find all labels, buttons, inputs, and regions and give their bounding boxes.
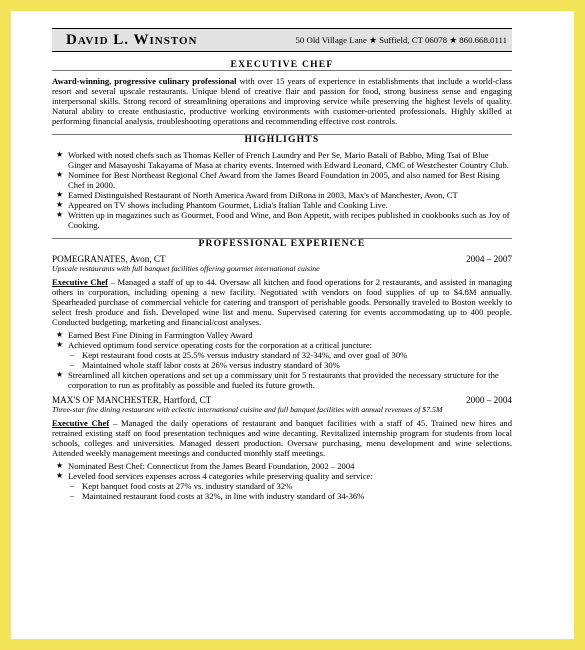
- section-executive-chef: [52, 60, 512, 71]
- star-bullet-icon: ★: [56, 340, 64, 349]
- section-divider: [52, 70, 512, 71]
- section-experience: [52, 238, 512, 249]
- list-item: ★ Nominee for Best Northeast Regional Chef Award from the James Beard Foundation in 2005, and also named for Best Rising Chef in 2000.: [56, 170, 500, 190]
- list-item: ★ Worked with noted chefs such as Thomas Keller of French Laundry and Per Se, Mario Batali of Babbo, Ming Tsai of Blue Ginger and Masayoshi Takayama of Masa at charity events. Interned with Edward Leonard, CMC of Westchester Country Club.: [56, 150, 509, 170]
- section-title: EXECUTIVE CHEF: [230, 59, 334, 70]
- section-title: HIGHLIGHTS: [244, 134, 320, 145]
- job-role: Executive Chef: [52, 277, 109, 287]
- star-bullet-icon: ★: [56, 170, 64, 179]
- employer: MAX'S OF MANCHESTER, Hartford, CT: [52, 395, 212, 405]
- job-dates: 2004 – 2007: [466, 254, 512, 264]
- dash-bullet-icon: –: [70, 491, 74, 500]
- summary-text: with over 15 years of experience in establishments that include a world-class resort and several upscale restaurants. Unique blend of creative flair and passion for food, strong business sense and engaging interpersonal skills. Strong record of streamlining operations and improving service while preserving the highest levels of quality. Natural ability to create enthusiastic, productive working environments with customer-oriented professionals. Highly skilled at performing financial analysis, troubleshooting operations and recommending effective cost controls.: [52, 76, 512, 126]
- list-item: ★ Leveled food services expenses across 4 categories while preserving quality and service:: [56, 471, 373, 481]
- achievement-list: [52, 330, 512, 390]
- list-item: ★ Appeared on TV shows including Phantom Gourmet, Lidia's Italian Table and Cooking Live.: [56, 200, 388, 210]
- employer: POMEGRANATES, Avon, CT: [52, 254, 166, 264]
- employer-description: Upscale restaurants with full banquet facilities offering gourmet international cuisine: [52, 264, 320, 273]
- highlights-list: [52, 150, 512, 230]
- dash-bullet-icon: –: [70, 350, 74, 359]
- list-item: ★ Streamlined all kitchen operations and set up a commissary unit for 5 restaurants that provided the necessary structure for the corporation to run as profitably as possible and fueled its future growth.: [56, 370, 499, 390]
- star-bullet-icon: ★: [56, 190, 64, 199]
- summary-lead: Award-winning, progressive culinary professional: [52, 76, 237, 86]
- list-item: – Maintained restaurant food costs at 32%, in line with industry standard of 34-36%: [70, 491, 365, 501]
- star-bullet-icon: ★: [56, 150, 64, 159]
- star-bullet-icon: ★: [56, 330, 64, 339]
- summary-paragraph: [52, 76, 512, 126]
- employer-description: Three-star fine dining restaurant with eclectic international cuisine and full banquet facilities with annual revenues of $7.5M: [52, 405, 443, 414]
- dash-bullet-icon: –: [70, 481, 74, 490]
- list-item: ★ Earned Best Fine Dining in Farmington Valley Award: [56, 330, 253, 340]
- star-bullet-icon: ★: [56, 471, 64, 480]
- star-bullet-icon: ★: [56, 370, 64, 379]
- job-dates: 2000 – 2004: [466, 395, 512, 405]
- job-header: [52, 254, 512, 264]
- job-header: [52, 395, 512, 405]
- job-description: Executive Chef – Managed the daily operations of restaurant and banquet facilities with a staff of 45. Trained new hires and retrained existing staff on food presentation techniques and wine decanting. Revitalized internship program for students from local schools, colleges and universities. Managed dessert production. Oversaw purchasing, menu development and wine selections. Attended weekly management meetings and conducted monthly staff meetings.: [52, 418, 512, 458]
- list-item: – Kept banquet food costs at 27% vs. industry standard of 32%: [70, 481, 293, 491]
- section-highlights: [52, 134, 512, 145]
- list-item: – Maintained whole staff labor costs at 26% versus industry standard of 30%: [70, 360, 340, 370]
- star-bullet-icon: ★: [56, 210, 64, 219]
- name-bar: [52, 28, 512, 52]
- star-bullet-icon: ★: [56, 461, 64, 470]
- resume: [52, 28, 512, 501]
- job-role: Executive Chef: [52, 418, 110, 428]
- job-description: Executive Chef – Managed a staff of up to 44. Oversaw all kitchen and food operations for 2 restaurants, and assisted in managing others in corporation, including opening a new facility. Negotiated with vendors on food supplies of up to $4.8M annually. Spearheaded purchase of commercial vehicle for catering and transport of perishable goods. Personally traveled to Boston weekly to select fresh produce and fish. Developed wine list and menu. Supervised catering for events accommodating up to 400 people. Conducted budgeting, marketing and financial/cost analyses.: [52, 277, 512, 327]
- section-title: PROFESSIONAL EXPERIENCE: [198, 238, 366, 249]
- list-item: ★ Achieved optimum food service operating costs for the corporation at a critical juncture:: [56, 340, 373, 350]
- star-bullet-icon: ★: [56, 200, 64, 209]
- dash-bullet-icon: –: [70, 360, 74, 369]
- candidate-name: David L. Winston: [66, 32, 198, 48]
- job-entry-maxs: [52, 395, 512, 501]
- job-entry-pomegranates: [52, 254, 512, 390]
- contact-info: 50 Old Village Lane ★ Suffield, CT 06078 ★ 860.668.0111: [295, 35, 507, 45]
- list-item: – Kept restaurant food costs at 25.5% versus industry standard of 32-34%, and over goal of 30%: [70, 350, 408, 360]
- achievement-list: [52, 461, 512, 501]
- list-item: ★ Written up in magazines such as Gourmet, Food and Wine, and Bon Appetit, with recipes published in cookbooks such as Joy of Cooking.: [56, 210, 510, 230]
- list-item: ★ Nominated Best Chef: Connecticut from the James Beard Foundation, 2002 – 2004: [56, 461, 355, 471]
- list-item: ★ Earned Distinguished Restaurant of North America Award from DiRona in 2003, Max's of Manchester, Avon, CT: [56, 190, 458, 200]
